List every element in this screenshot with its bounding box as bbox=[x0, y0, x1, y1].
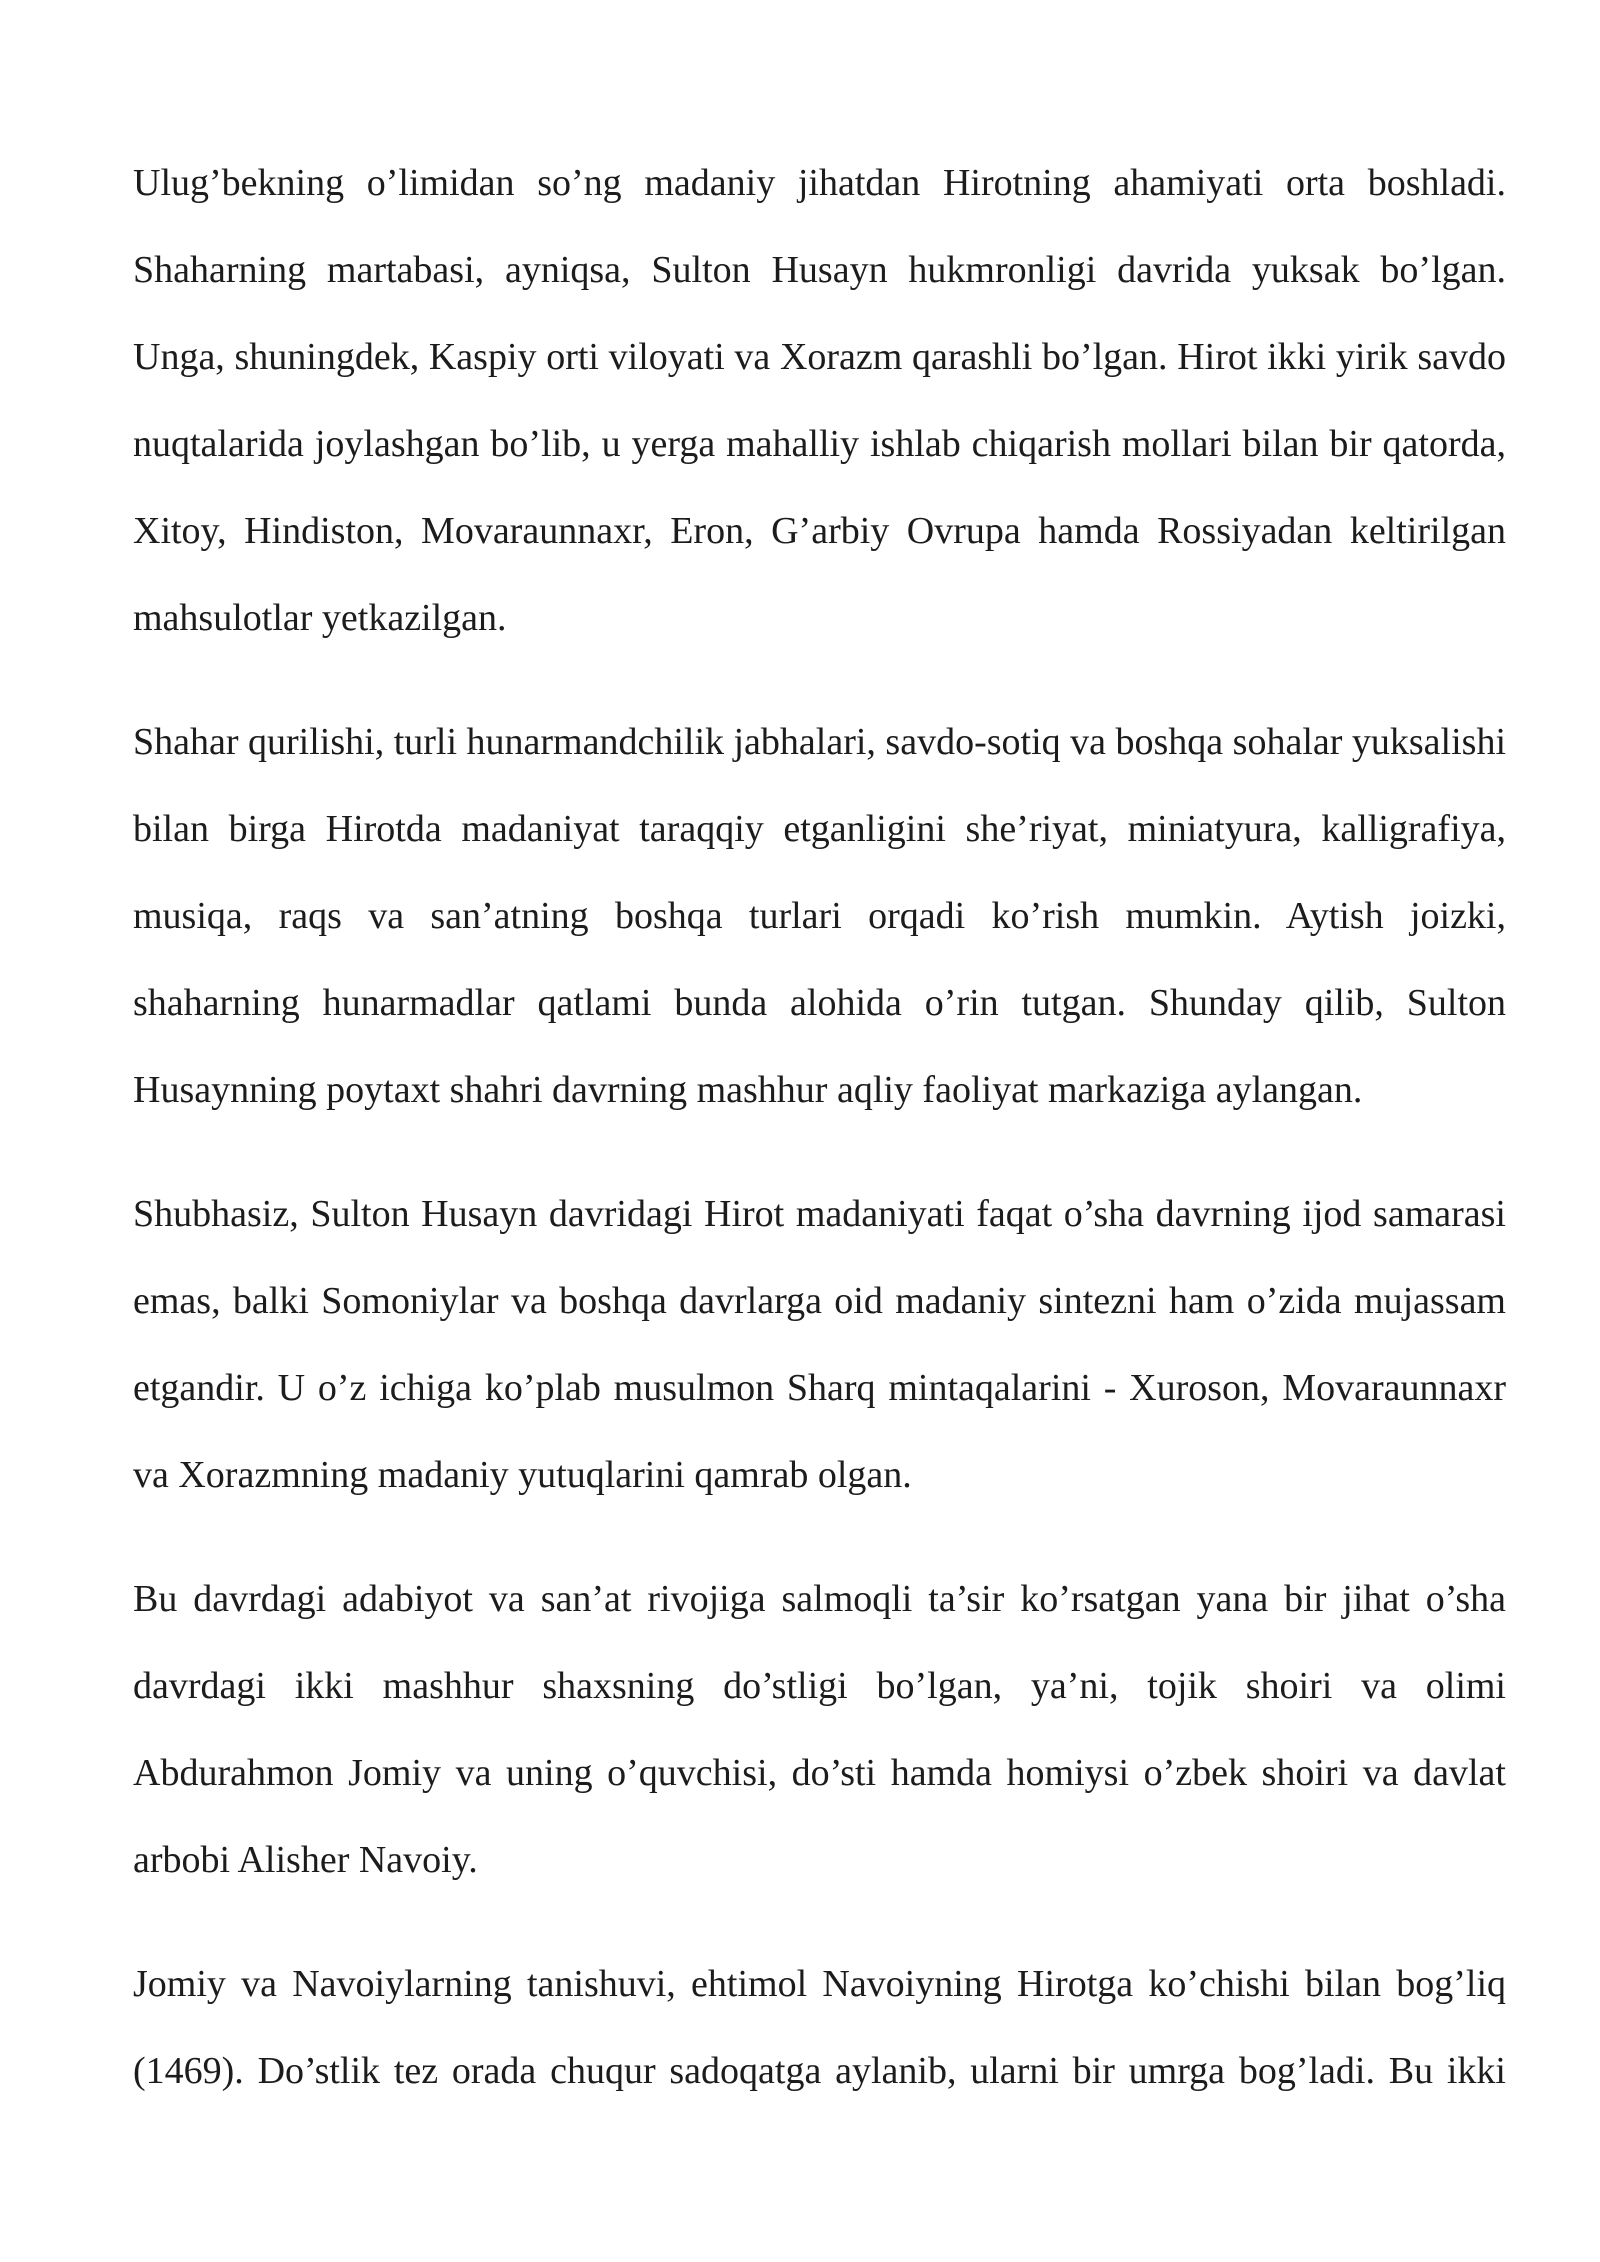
paragraph-5: Jomiy va Navoiylarning tanishuvi, ehtimol Navoiyning Hirotga ko’chishi bilan bog’liq (1469). Do’stlik tez orada chuqur sadoqatga aylanib, ularni bir umrga bog’ladi. Bu ikki bbox=[133, 1963, 1506, 2092]
paragraph-1: Ulug’bekning o’limidan so’ng madaniy jihatdan Hirotning ahamiyati orta boshladi. Shaharning martabasi, ayniqsa, Sulton Husayn hukmronligi davrida yuksak bo’lgan. Unga, shuningdek, Kaspiy orti viloyati va Xorazm qarashli bo’lgan. Hirot ikki yirik savdo nuqtalarida joylashgan bo’lib, u yerga mahalliy ishlab chiqarish mollari bilan bir qatorda, Xitoy, Hindiston, Movaraunnaxr, Eron, G’arbiy Ovrupa hamda Rossiyadan keltirilgan mahsulotlar yetkazilgan. bbox=[133, 162, 1506, 639]
paragraph-4: Bu davrdagi adabiyot va san’at rivojiga salmoqli ta’sir ko’rsatgan yana bir jihat o’sha davrdagi ikki mashhur shaxsning do’stligi bo’lgan, ya’ni, tojik shoiri va olimi Abdurahmon Jomiy va uning o’quvchisi, do’sti hamda homiysi o’zbek shoiri va davlat arbobi Alisher Navoiy. bbox=[133, 1578, 1506, 1881]
paragraph-2: Shahar qurilishi, turli hunarmandchilik jabhalari, savdo-sotiq va boshqa sohalar yuksalishi bilan birga Hirotda madaniyat taraqqiy etganligini she’riyat, miniatyura, kalligrafiya, musiqa, raqs va san’atning boshqa turlari orqadi ko’rish mumkin. Aytish joizki, shaharning hunarmadlar qatlami bunda alohida o’rin tutgan. Shunday qilib, Sulton Husaynning poytaxt shahri davrning mashhur aqliy faoliyat markaziga aylangan. bbox=[133, 721, 1507, 1111]
paragraph-3: Shubhasiz, Sulton Husayn davridagi Hirot madaniyati faqat o’sha davrning ijod samarasi emas, balki Somoniylar va boshqa davrlarga oid madaniy sintezni ham o’zida mujassam etgandir. U o’z ichiga ko’plab musulmon Sharq mintaqalarini - Xuroson, Movaraunnaxr va Xorazmning madaniy yutuqlarini qamrab olgan. bbox=[133, 1193, 1506, 1496]
document-body bbox=[133, 140, 1506, 2115]
